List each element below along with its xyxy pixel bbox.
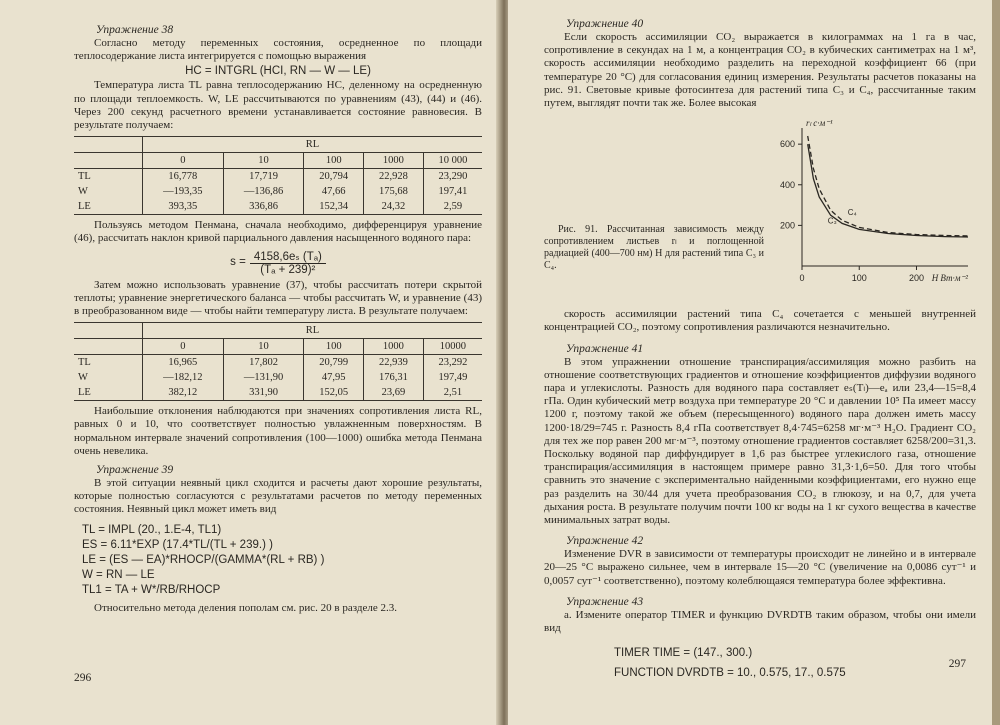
x-tick-label: 100 xyxy=(851,273,867,284)
exercise-40-paragraph: Если скорость ассимиляции CO₂ выражается в килограммах на 1 га в час, сопротивление в секундах на 1 м, а концентрация CO₂ в кубических сантиметрах на 1 м³, скорость ассимиляции необходимо разделить на переходной коэффициент 66 (при температуре 20 °C) для согласования единиц измерения. Результаты расчетов показаны на рис. 91. Световые кривые фотосинтеза для растений типа C₃ и C₄, рассчитанные таким путем, выглядят почти так же. Более высокая xyxy=(544,31,976,110)
y-axis-label: rₗ с·м⁻¹ xyxy=(806,118,833,129)
table-group-header: RL xyxy=(143,323,483,339)
right-page xyxy=(508,0,1000,725)
table-col-header: 1000 xyxy=(364,153,424,169)
table-col-header: 10 xyxy=(223,339,304,355)
page-number-right: 297 xyxy=(948,658,966,670)
table-row: TL 16,965 17,802 20,799 22,939 23,292 xyxy=(74,355,482,371)
formula-denominator: (Tₐ + 239)² xyxy=(260,263,316,276)
function-statement: FUNCTION DVRDTB = 10., 0.575, 17., 0.575 xyxy=(614,667,846,680)
y-tick-label: 200 xyxy=(779,220,795,231)
exercise-42-title: Упражнение 42 xyxy=(566,535,644,548)
exercise-40-title: Упражнение 40 xyxy=(566,18,644,30)
annotation-c4: C₄ xyxy=(847,208,857,218)
hc-formula: HC = INTGRL (HCI, RN — W — LE) xyxy=(185,65,371,78)
table-col-header: 100 xyxy=(304,153,364,169)
x-axis-label: H Вт·м⁻² xyxy=(931,273,968,284)
table-col-header: 100 xyxy=(304,339,364,355)
code-line: LE = (ES — EA)*RHOCP/(GAMMA*(RL + RB) ) xyxy=(82,553,325,566)
slope-formula: s = $\frac{\text{4158,6eₛ (Tₐ)}}{\text{(Tₐ + 239)²}}$ xyxy=(74,249,482,276)
exercise-40-paragraph-2: скорость ассимиляции растений типа C₄ сочетается с меньшей внутренней концентрацией CO₂, поэтому сопротивления различаются незначительно. xyxy=(544,308,976,334)
y-tick-label: 600 xyxy=(779,139,795,150)
table-col-header: 10 000 xyxy=(423,153,482,169)
bisection-paragraph: Относительно метода деления пополам см. рис. 20 в разделе 2.3. xyxy=(94,601,398,614)
penman-paragraph: Пользуясь методом Пенмана, сначала необходимо, дифференцируя уравнение (46), рассчитать наклон кривой парциального давления насыщенного водяного пара: xyxy=(74,219,482,245)
exercise-43-title: Упражнение 43 xyxy=(566,595,644,608)
results-table-2 xyxy=(74,322,482,401)
x-tick-label: 0 xyxy=(799,273,805,284)
table-row: W —193,35 —136,86 47,66 175,68 197,41 xyxy=(74,184,482,199)
exercise-41-title: Упражнение 41 xyxy=(566,342,644,355)
timer-statement: TIMER TIME = (147., 300.) xyxy=(614,647,753,660)
exercise-38-title: Упражнение 38 xyxy=(96,24,174,36)
code-line: TL = IMPL (20., 1.E-4, TL1) xyxy=(82,523,222,536)
formula-numerator: 4158,6eₛ (Tₐ) xyxy=(250,249,326,264)
code-line: ES = 6.11*EXP (17.4*TL/(TL + 239.) ) xyxy=(82,538,273,551)
table-col-header: 0 xyxy=(143,339,224,355)
code-block xyxy=(82,523,482,598)
exercise-42-paragraph: Изменение DVR в зависимости от температуры происходит не линейно и в интервале 20—25 °C выражено сильнее, чем в интервале 15—20 °C (увеличение на 0,0086 сут⁻¹ и 0,0057 сут⁻¹ соответственно), поэтому колеблющаяся температура более эффективна. xyxy=(544,548,976,587)
table-col-header: 0 xyxy=(143,153,224,169)
table-col-header: 10 xyxy=(223,153,304,169)
y-tick-label: 400 xyxy=(779,179,795,190)
exercise-43-paragraph: а. Измените оператор TIMER и функцию DVRDTB таким образом, чтобы они имели вид xyxy=(544,608,976,635)
exercise-38-paragraph-1: Согласно методу переменных состояния, осредненное по площади теплосодержание листа интегрируется с помощью выражения xyxy=(74,37,482,63)
table-row: LE 393,35 336,86 152,34 24,32 2,59 xyxy=(74,199,482,215)
figure-caption: Рис. 91. Рассчитанная зависимость между сопротивлением листьев rₗ и поглощенной радиацией (400—700 нм) H для растений типа C₃ и C₄. xyxy=(544,224,764,272)
page-number-left: 296 xyxy=(74,672,92,684)
figure-91 xyxy=(544,116,976,304)
table-row: LE 382,12 331,90 152,05 23,69 2,51 xyxy=(74,385,482,401)
exercise-41-paragraph: В этом упражнении отношение транспирация/ассимиляция можно разбить на отношение соответствующих градиентов и отношение коэффициентов диффузии водяного пара и углекислоты. Разность для водяного пара составляет eₛ(Tₗ)—eₐ или 23,4—15=8,4 гПа. Один кубический метр воздуха при температуре 20 °C и давлении 10⁵ Па имеет массу 1200 г, поэтому такой же объем (пересыщенного) водяного пара должен иметь массу 1200·18/29=745 г. Разность 8,4 гПа соответствует 8,4·745=6258 мг·м⁻³ H₂O. Градиент CO₂ для тех же пор равен 200 мг·м⁻³, поэтому отношение градиентов составляет 6258/200=31,3. Поскольку водяной пар диффундирует в 1,6 раз быстрее углекислого газа, отношение транспирация/ассимиляция в настоящем примере равно 31,3·1,6=50. Для того чтобы сравнить это значение с экспериментально найденными коэффициентами, его нужно еще раз разделить на 30/44 для учета преобразования CO₂ в глюкозу, и на 0,7, для учета дыхания роста. В результате получим почти 100 кг воды на 1 кг сухого вещества в качестве минимальных затрат воды. xyxy=(544,355,976,527)
table-col-header: 1000 xyxy=(364,339,424,355)
x-tick-label: 200 xyxy=(908,273,924,284)
table-col-header: 10000 xyxy=(423,339,482,355)
exercise-38-paragraph-2: Температура листа TL равна теплосодержанию HC, деленному на осредненную по площади теплоемкость. W, LE рассчитываются по уравнениям (43), (44) и (46). Через 200 секунд расчетного времени устанавливается состояние равновесия. В результате получаем: xyxy=(74,79,482,132)
table-row: TL 16,778 17,719 20,794 22,928 23,290 xyxy=(74,169,482,185)
page-edge xyxy=(992,0,1000,725)
results-table-1 xyxy=(74,136,482,215)
code-line: W = RN — LE xyxy=(82,568,155,581)
code-line: TL1 = TA + W*/RB/RHOCP xyxy=(82,583,221,596)
exercise-39-paragraph: В этой ситуации неявный цикл сходится и расчеты дают хорошие результаты, которые полностью согласуются с результатами расчетов по методу переменных состояния. Неявный цикл может иметь вид xyxy=(74,477,482,516)
annotation-c3: C₃ xyxy=(827,216,837,226)
energy-balance-paragraph: Затем можно использовать уравнение (37), чтобы рассчитать потери скрытой теплоты; уравнение энергетического баланса — чтобы рассчитать W, и уравнение (43) в преобразованном виде — чтобы найти температуру листа. В результате получаем: xyxy=(74,278,482,318)
resistance-chart xyxy=(754,116,976,302)
deviation-paragraph: Наибольшие отклонения наблюдаются при значениях сопротивления листа RL, равных 0 и 10, что соответствует полностью увлажненным поверхностям. В нормальном интервале значений сопротивления (100—1000) ошибка метода Пенмана очень невелика. xyxy=(74,405,482,457)
exercise-39-title: Упражнение 39 xyxy=(96,464,174,477)
table-group-header: RL xyxy=(143,137,483,153)
table-row: W —182,12 —131,90 47,95 176,31 197,49 xyxy=(74,370,482,385)
